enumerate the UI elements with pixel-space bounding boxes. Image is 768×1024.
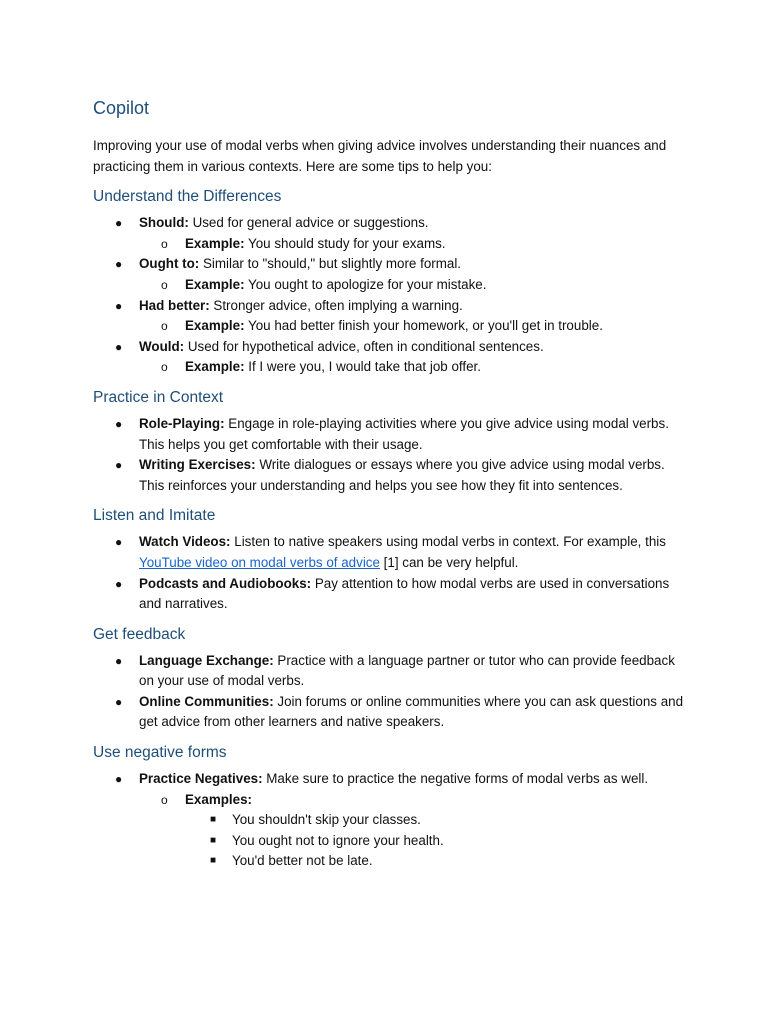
circle-bullet-icon: o: [161, 236, 168, 251]
term: Language Exchange:: [139, 652, 274, 668]
list-item: [93, 810, 693, 831]
term: Podcasts and Audiobooks:: [139, 575, 312, 591]
document-content: [93, 96, 693, 872]
example-text: You ought to apologize for your mistake.: [244, 276, 487, 292]
square-bullet-icon: ■: [210, 834, 217, 846]
item-text: Similar to "should," but slightly more formal.: [199, 256, 462, 272]
term: Had better:: [139, 297, 210, 313]
example-text: You'd better not be late.: [232, 853, 373, 869]
differences-list: [93, 213, 693, 378]
circle-bullet-icon: o: [161, 360, 168, 375]
feedback-list: [93, 651, 693, 733]
example-text: You should study for your exams.: [244, 235, 446, 251]
example-label: Example:: [185, 359, 245, 375]
list-item: [93, 414, 693, 455]
item-text-after: [1] can be very helpful.: [379, 554, 519, 570]
list-item: [93, 692, 693, 733]
list-item: [93, 651, 693, 692]
term: Online Communities:: [139, 693, 274, 709]
item-text: Join forums or online communities where you can ask questions and get advice from other learners and native speakers.: [139, 693, 684, 730]
section-heading-differences: Understand the Differences: [93, 188, 282, 206]
disc-bullet-icon: ●: [115, 576, 123, 591]
disc-bullet-icon: ●: [115, 653, 123, 668]
item-text: Stronger advice, often implying a warning.: [209, 297, 463, 313]
circle-bullet-icon: o: [161, 319, 168, 334]
list-item: [93, 851, 693, 872]
examples-label: Examples:: [185, 791, 252, 807]
disc-bullet-icon: ●: [115, 216, 123, 231]
item-text: Used for general advice or suggestions.: [188, 215, 429, 231]
square-bullet-icon: ■: [210, 855, 217, 867]
disc-bullet-icon: ●: [115, 298, 123, 313]
term: Would:: [139, 338, 185, 354]
youtube-video-link[interactable]: YouTube video on modal verbs of advice: [139, 554, 380, 570]
intro-paragraph: Improving your use of modal verbs when giving advice involves understanding their nuances and practicing them in various contexts. Here are some tips to help you:: [93, 138, 667, 174]
term: Role-Playing:: [139, 415, 225, 431]
item-text: Write dialogues or essays where you give advice using modal verbs. This reinforces your understanding and helps you see how they fit into sentences.: [139, 457, 665, 493]
section-heading-listen: Listen and Imitate: [93, 507, 216, 525]
list-item: [93, 532, 693, 573]
listen-list: [93, 532, 693, 614]
item-text: Make sure to practice the negative forms of modal verbs as well.: [262, 771, 649, 787]
practice-list: [93, 414, 693, 496]
term: Writing Exercises:: [139, 457, 256, 473]
disc-bullet-icon: ●: [115, 694, 123, 709]
list-item: [93, 213, 693, 234]
square-bullet-icon: ■: [210, 814, 217, 826]
list-item: [93, 831, 693, 852]
disc-bullet-icon: ●: [115, 416, 123, 431]
circle-bullet-icon: o: [161, 792, 168, 807]
list-item: [93, 234, 693, 255]
list-item: [93, 316, 693, 337]
disc-bullet-icon: ●: [115, 257, 123, 272]
example-text: If I were you, I would take that job offer.: [244, 359, 482, 375]
term: Ought to:: [139, 256, 200, 272]
item-text: Practice with a language partner or tutor who can provide feedback on your use of modal verbs.: [139, 652, 675, 689]
section-heading-feedback: Get feedback: [93, 625, 186, 643]
item-text: Listen to native speakers using modal verbs in context. For example, this: [230, 534, 666, 550]
example-text: You shouldn't skip your classes.: [232, 812, 421, 828]
term: Should:: [139, 215, 189, 231]
item-text: Used for hypothetical advice, often in conditional sentences.: [184, 338, 544, 354]
list-item: [93, 275, 693, 296]
disc-bullet-icon: ●: [115, 772, 123, 787]
term: Watch Videos:: [139, 534, 231, 550]
example-text: You ought not to ignore your health.: [232, 832, 444, 848]
section-heading-negative: Use negative forms: [93, 744, 227, 762]
example-label: Example:: [185, 235, 245, 251]
disc-bullet-icon: ●: [115, 458, 123, 473]
list-item: [93, 337, 693, 358]
example-text: You had better finish your homework, or you'll get in trouble.: [244, 318, 603, 334]
example-label: Example:: [185, 276, 245, 292]
section-heading-practice: Practice in Context: [93, 388, 224, 406]
list-item: [93, 769, 693, 790]
page-title: Copilot: [93, 98, 150, 118]
list-item: [93, 574, 693, 615]
list-item: [93, 254, 693, 275]
example-label: Example:: [185, 318, 245, 334]
disc-bullet-icon: ●: [115, 339, 123, 354]
disc-bullet-icon: ●: [115, 535, 123, 550]
list-item: [93, 790, 693, 811]
list-item: [93, 455, 693, 496]
negative-list: [93, 769, 693, 872]
list-item: [93, 357, 693, 378]
term: Practice Negatives:: [139, 771, 263, 787]
list-item: [93, 296, 693, 317]
item-text: Engage in role-playing activities where you give advice using modal verbs. This helps you get comfortable with their usage.: [139, 415, 669, 452]
item-text: Pay attention to how modal verbs are used in conversations and narratives.: [139, 575, 670, 612]
circle-bullet-icon: o: [161, 277, 168, 292]
